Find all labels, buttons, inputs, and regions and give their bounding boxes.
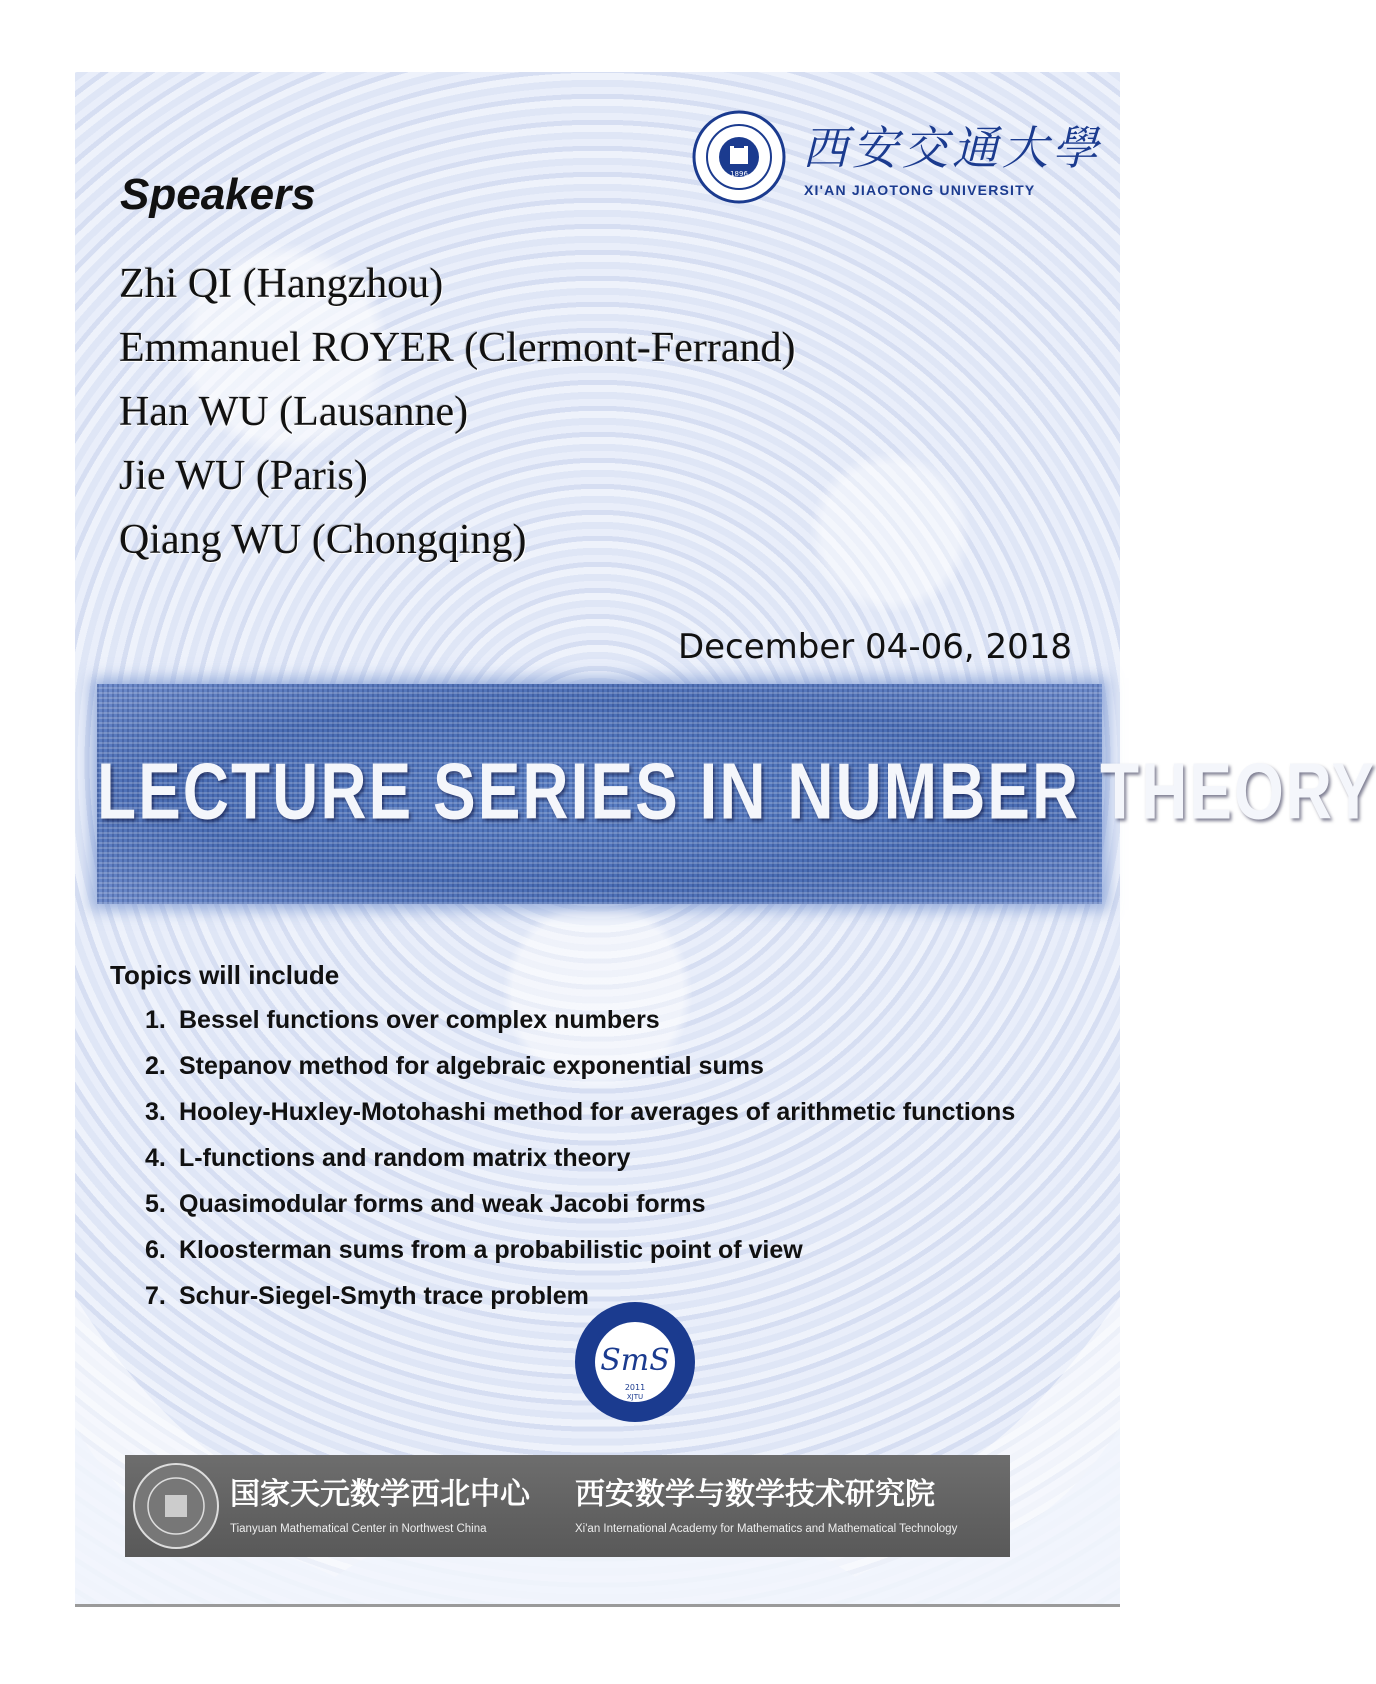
- banner-title: LECTURE SERIES IN NUMBER THEORY: [97, 746, 1376, 836]
- poster: [75, 72, 1376, 1607]
- topic-number: 3.: [145, 1098, 166, 1126]
- topic-number: 5.: [145, 1190, 166, 1218]
- speaker-item: Han WU (Lausanne): [119, 389, 469, 435]
- speaker-item: Zhi QI (Hangzhou): [119, 261, 444, 307]
- speaker-item: Qiang WU (Chongqing): [119, 517, 527, 563]
- topic-item: [145, 1144, 630, 1173]
- university-logo: [692, 110, 1102, 210]
- school-logo-icon: [573, 1300, 697, 1424]
- topic-item: [145, 1052, 764, 1081]
- university-name-cn: 西安交通大學: [802, 121, 1102, 175]
- topic-item: [145, 1006, 660, 1035]
- topic-text: Quasimodular forms and weak Jacobi forms: [179, 1190, 706, 1218]
- university-seal-icon: [692, 110, 786, 204]
- title-banner: [97, 684, 1376, 904]
- bottom-divider: [75, 1604, 1120, 1607]
- topic-item: [145, 1190, 706, 1219]
- topic-text: Hooley-Huxley-Motohashi method for averages of arithmetic functions: [179, 1098, 1016, 1126]
- university-name-en: XI'AN JIAOTONG UNIVERSITY: [804, 182, 1036, 198]
- speaker-item: Jie WU (Paris): [119, 453, 368, 499]
- topic-number: 7.: [145, 1282, 166, 1310]
- topic-text: Bessel functions over complex numbers: [179, 1006, 660, 1034]
- svg-text:XJTU: XJTU: [626, 1393, 644, 1401]
- topic-item: [145, 1236, 803, 1265]
- svg-text:1896: 1896: [730, 170, 748, 178]
- footer-banner: [125, 1455, 1010, 1557]
- event-date: December 04-06, 2018: [677, 627, 1072, 667]
- svg-text:2011: 2011: [624, 1383, 646, 1392]
- speaker-item: Emmanuel ROYER (Clermont-Ferrand): [119, 325, 796, 371]
- topic-item: [145, 1098, 1015, 1127]
- topic-text: L-functions and random matrix theory: [179, 1144, 631, 1172]
- tianyuan-seal-icon: [131, 1461, 221, 1551]
- topic-item: [145, 1282, 589, 1311]
- topics-heading: Topics will include: [110, 960, 340, 990]
- center-name-en: Tianyuan Mathematical Center in Northwest China: [230, 1523, 487, 1535]
- topic-number: 4.: [145, 1144, 166, 1172]
- speakers-heading: Speakers: [120, 170, 316, 219]
- academy-name-en: Xi'an International Academy for Mathematics and Mathematical Technology: [575, 1523, 958, 1535]
- topic-text: Stepanov method for algebraic exponential sums: [179, 1052, 764, 1080]
- topic-text: Schur-Siegel-Smyth trace problem: [179, 1282, 589, 1310]
- topic-number: 2.: [145, 1052, 166, 1080]
- center-name-cn: 国家天元数学西北中心: [230, 1477, 530, 1512]
- topic-number: 6.: [145, 1236, 166, 1264]
- academy-name-cn: 西安数学与数学技术研究院: [575, 1477, 935, 1512]
- svg-text:SmS: SmS: [600, 1343, 670, 1378]
- topic-text: Kloosterman sums from a probabilistic point of view: [179, 1236, 803, 1264]
- topic-number: 1.: [145, 1006, 166, 1034]
